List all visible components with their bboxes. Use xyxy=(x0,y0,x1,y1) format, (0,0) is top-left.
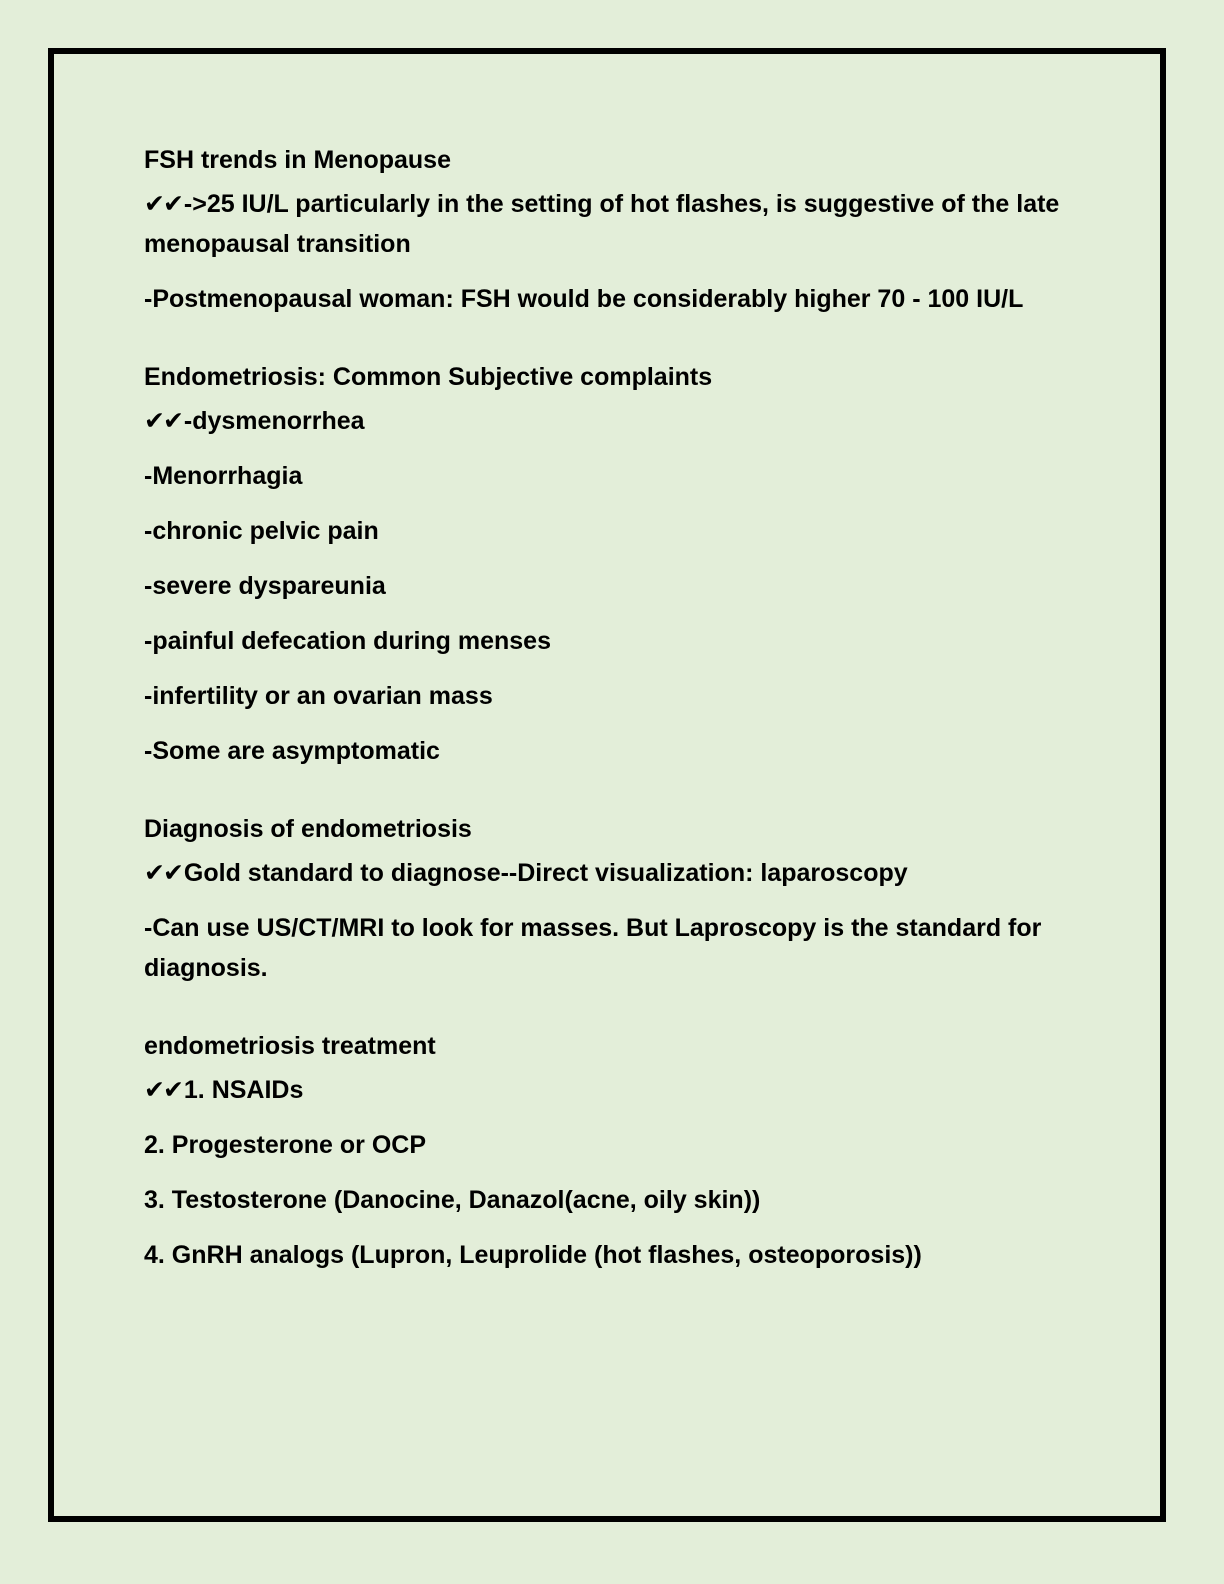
card-answer-line: 3. Testosterone (Danocine, Danazol(acne, oily skin)) xyxy=(144,1186,761,1214)
card-question: endometriosis treatment xyxy=(144,1032,436,1060)
card-answer-line: ✔✔Gold standard to diagnose--Direct visualization: laparoscopy xyxy=(144,859,908,887)
check-icon: ✔✔ xyxy=(144,1076,182,1104)
card-answer-line: -infertility or an ovarian mass xyxy=(144,682,493,710)
card-answer-line: -Postmenopausal woman: FSH would be considerably higher 70 - 100 IU/L xyxy=(144,285,1024,313)
card-endometriosis-complaints xyxy=(144,357,1064,771)
card-answer-line: ✔✔-dysmenorrhea xyxy=(144,407,365,435)
card-answer-line: -Can use US/CT/MRI to look for masses. But Laproscopy is the standard for diagnosis. xyxy=(144,914,1042,982)
card-answer-line: 4. GnRH analogs (Lupron, Leuprolide (hot flashes, osteoporosis)) xyxy=(144,1241,922,1269)
card-question: FSH trends in Menopause xyxy=(144,146,451,174)
card-question: Endometriosis: Common Subjective complaints xyxy=(144,363,713,391)
card-fsh-menopause xyxy=(144,140,1064,319)
card-endometriosis-diagnosis xyxy=(144,809,1064,988)
flashcard-content xyxy=(144,140,1064,1313)
card-answer-line: -Some are asymptomatic xyxy=(144,737,440,765)
check-icon: ✔✔ xyxy=(144,190,182,218)
card-answer-line: 2. Progesterone or OCP xyxy=(144,1131,427,1159)
card-answer-line: ✔✔1. NSAIDs xyxy=(144,1076,304,1104)
card-answer-line: -painful defecation during menses xyxy=(144,627,551,655)
card-answer-line: -severe dyspareunia xyxy=(144,572,386,600)
card-answer-line: -chronic pelvic pain xyxy=(144,517,379,545)
card-endometriosis-treatment xyxy=(144,1026,1064,1275)
card-answer-line: ✔✔->25 IU/L particularly in the setting of hot flashes, is suggestive of the late menopausal transition xyxy=(144,190,1060,258)
check-icon: ✔✔ xyxy=(144,859,182,887)
card-question: Diagnosis of endometriosis xyxy=(144,815,472,843)
card-answer-line: -Menorrhagia xyxy=(144,462,303,490)
check-icon: ✔✔ xyxy=(144,407,182,435)
